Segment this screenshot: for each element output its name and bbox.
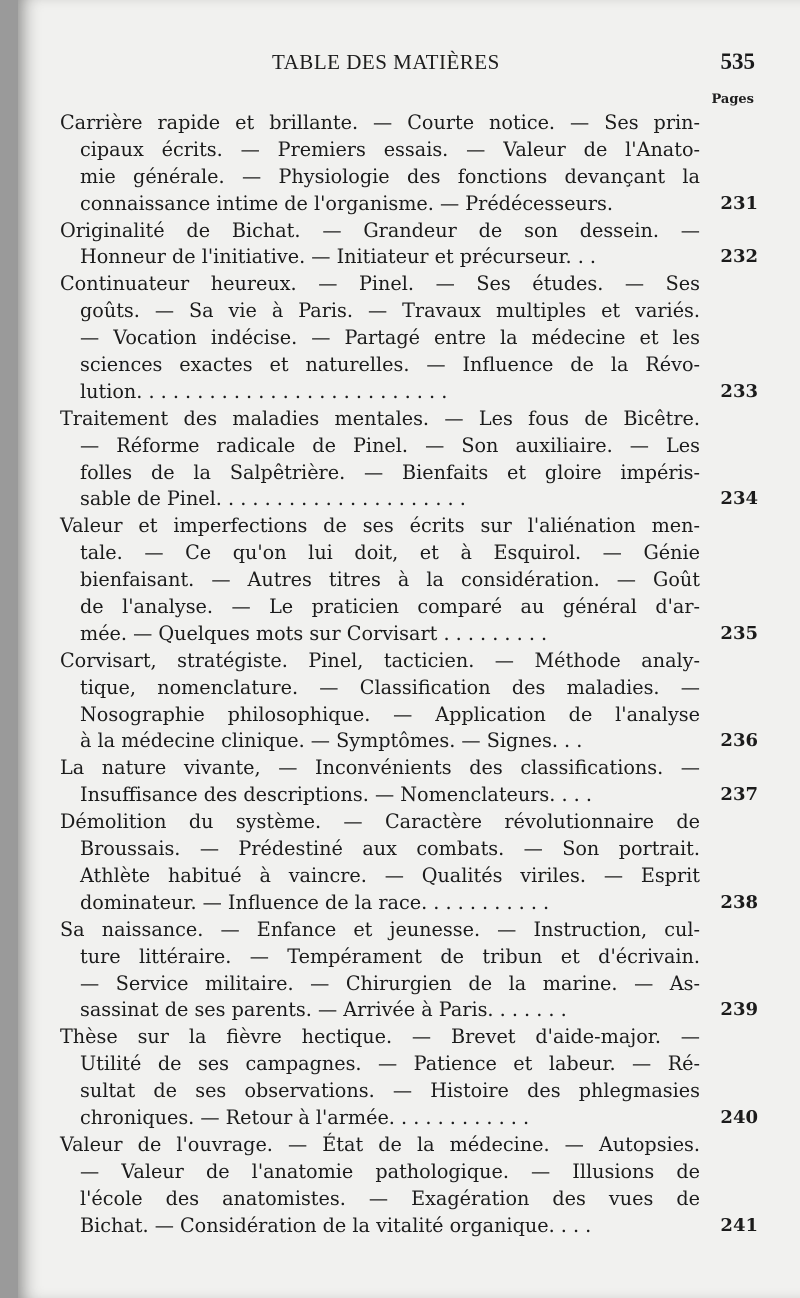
toc-entry-line: chroniques. — Retour à l'armée. . . . . . . . . . . . [80,1105,530,1129]
toc-entry-line: Sa naissance. — Enfance et jeunesse. — Instruction, cul- [60,917,700,941]
toc-entry-line: Valeur de l'ouvrage. — État de la médecine. — Autopsies. [60,1132,700,1156]
toc-entry-line: tique, nomenclature. — Classification des maladies. — [80,675,700,699]
toc-entry-line: Athlète habitué à vaincre. — Qualités viriles. — Esprit [80,863,700,887]
toc-entry-line: dominateur. — Influence de la race. . . . . . . . . . . [80,890,550,914]
toc-page-ref: 232 [720,246,758,268]
toc-entry-line: sciences exactes et naturelles. — Influence de la Révo- [80,353,700,377]
toc-entry [60,648,758,756]
toc-entry-line: mée. — Quelques mots sur Corvisart . . . . . . . . . [80,621,548,645]
toc-entry [60,917,758,1025]
toc-page-ref: 239 [720,999,758,1021]
toc-entry [60,755,758,809]
toc-entry-line: connaissance intime de l'organisme. — Prédécesseurs. [80,191,613,215]
toc-entry-line: Utilité de ses campagnes. — Patience et labeur. — Ré- [80,1052,700,1076]
toc-entry-line: tale. — Ce qu'on lui doit, et à Esquirol. — Génie [80,541,700,565]
toc-entry-line: sultat de ses observations. — Histoire des phlegmasies [80,1079,700,1103]
toc-entry-line: — Service militaire. — Chirurgien de la marine. — As- [80,971,700,995]
toc-entry-line: La nature vivante, — Inconvénients des classifications. — [60,756,700,780]
toc-entry [60,271,758,405]
toc-entry-line: goûts. — Sa vie à Paris. — Travaux multiples et variés. [80,299,700,323]
toc-page-ref: 241 [720,1214,758,1236]
toc-page-ref: 231 [720,192,758,214]
toc-page-ref: 235 [720,622,758,644]
running-title: TABLE DES MATIÈRES [272,50,500,74]
toc-page-ref: 234 [720,488,758,510]
toc-entry-line: cipaux écrits. — Premiers essais. — Valeur de l'Anato- [80,137,700,161]
toc-entry-line: Traitement des maladies mentales. — Les fous de Bicêtre. [60,406,700,430]
toc-entry [60,1024,758,1132]
toc-entry-line: Thèse sur la fièvre hectique. — Brevet d'aide-major. — [60,1025,700,1049]
toc-entry [60,218,758,272]
toc-page-ref: 233 [720,380,758,402]
toc-entry [60,110,758,218]
toc-entry-line: Carrière rapide et brillante. — Courte notice. — Ses prin- [60,111,700,134]
toc-entry-line: Insuffisance des descriptions. — Nomenclateurs. . . . [80,783,592,807]
page-header [18,50,800,82]
toc-entry-line: lution. . . . . . . . . . . . . . . . . . . . . . . . . . [80,379,448,403]
toc-entry-line: Originalité de Bichat. — Grandeur de son dessein. — [60,218,700,242]
pages-column-label: Pages [711,92,754,107]
toc-entry-line: — Valeur de l'anatomie pathologique. — Illusions de [80,1159,700,1183]
toc-entry-line: l'école des anatomistes. — Exagération des vues de [80,1186,700,1210]
book-page [18,0,800,1298]
toc-page-ref: 240 [720,1106,758,1128]
toc-entry-line: Bichat. — Considération de la vitalité organique. . . . [80,1213,592,1237]
toc-entry [60,1132,758,1240]
toc-entry-line: Honneur de l'initiative. — Initiateur et précurseur. . . [80,245,596,269]
page-number: 535 [720,49,755,74]
toc-entry-line: Valeur et imperfections de ses écrits sur l'aliénation men- [60,514,700,538]
table-of-contents [60,110,758,1239]
toc-entry-line: — Réforme radicale de Pinel. — Son auxiliaire. — Les [80,433,700,457]
toc-entry-line: ture littéraire. — Tempérament de tribun et d'écrivain. [80,944,700,968]
toc-page-ref: 237 [720,784,758,806]
toc-entry-line: de l'analyse. — Le praticien comparé au général d'ar- [80,595,700,619]
toc-entry-line: à la médecine clinique. — Symptômes. — Signes. . . [80,729,583,753]
toc-entry-line: mie générale. — Physiologie des fonctions devançant la [80,164,700,188]
toc-entry-line: sassinat de ses parents. — Arrivée à Paris. . . . . . . [80,998,567,1022]
toc-entry-line: Nosographie philosophique. — Application de l'analyse [80,702,700,726]
toc-page-ref: 236 [720,730,758,752]
toc-entry-line: folles de la Salpêtrière. — Bienfaits et gloire impéris- [80,460,700,484]
toc-entry-line: Continuateur heureux. — Pinel. — Ses études. — Ses [60,272,700,296]
toc-entry-line: Démolition du système. — Caractère révolutionnaire de [60,810,700,834]
toc-page-ref: 238 [720,891,758,913]
toc-entry [60,513,758,647]
toc-entry [60,406,758,514]
toc-entry [60,809,758,917]
toc-entry-line: sable de Pinel. . . . . . . . . . . . . . . . . . . . . [80,487,466,511]
toc-entry-line: Corvisart, stratégiste. Pinel, tacticien. — Méthode analy- [60,648,700,672]
toc-entry-line: bienfaisant. — Autres titres à la considération. — Goût [80,568,700,592]
toc-entry-line: — Vocation indécise. — Partagé entre la médecine et les [80,326,700,350]
toc-entry-line: Broussais. — Prédestiné aux combats. — Son portrait. [80,837,700,861]
